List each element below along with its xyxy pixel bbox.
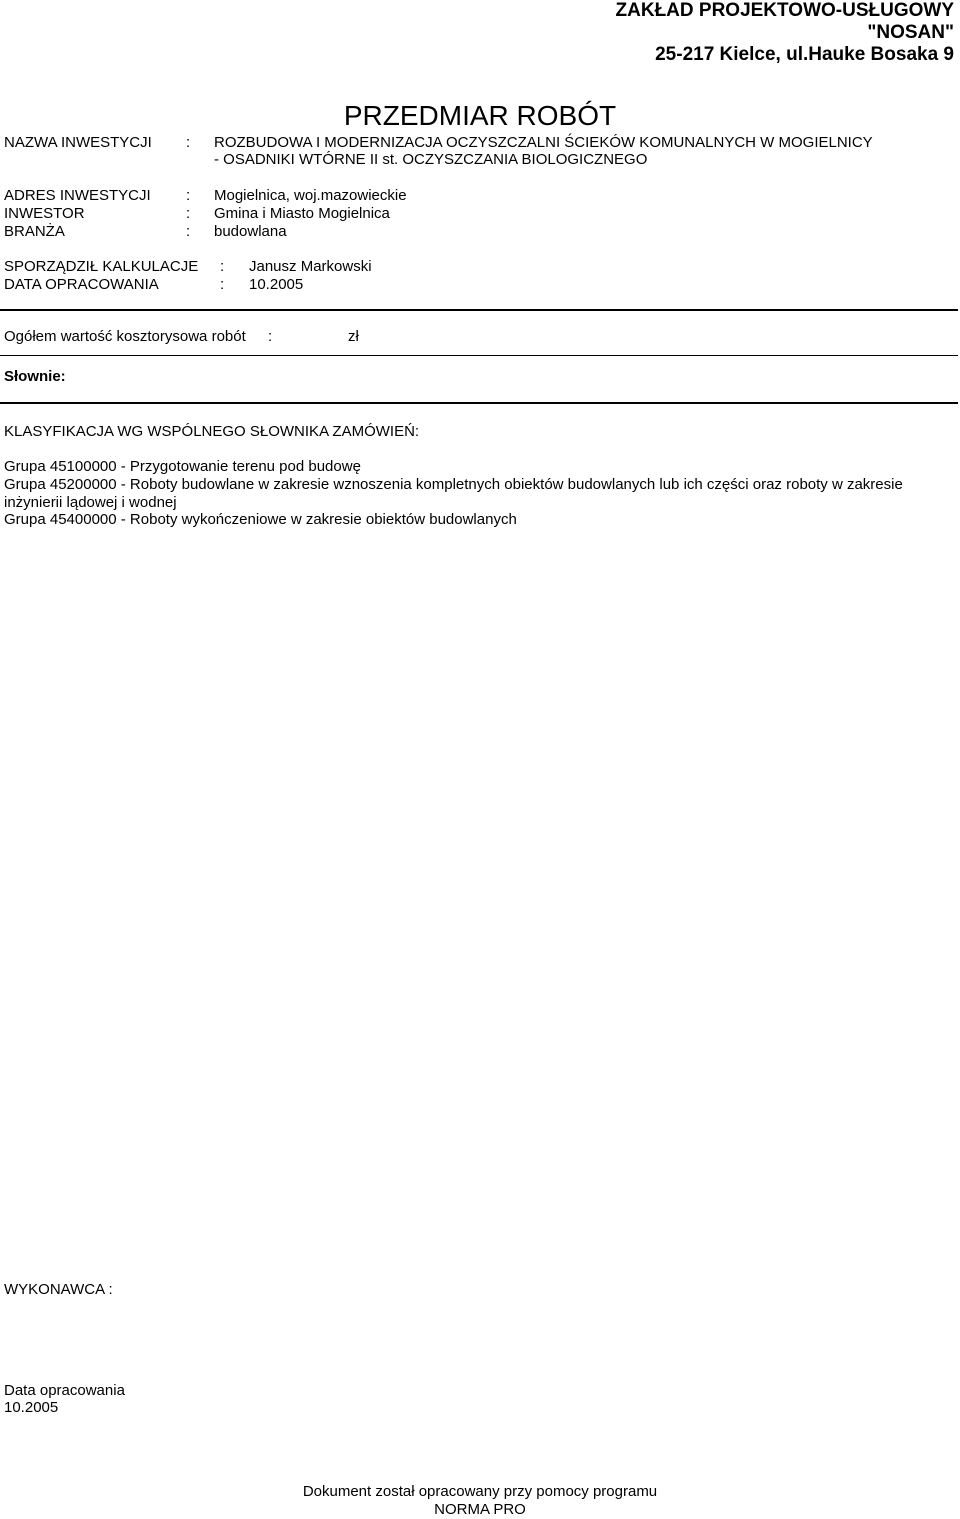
contractor-label: WYKONAWCA :: [4, 1281, 113, 1298]
dictionaries-label: Słownie:: [4, 368, 66, 385]
prepared-by-label: SPORZĄDZIŁ KALKULACJE: [4, 258, 199, 275]
page-title: PRZEDMIAR ROBÓT: [343, 100, 617, 131]
classification-group-continuation: inżynierii lądowej i wodnej: [4, 494, 177, 511]
total-label: Ogółem wartość kosztorysowa robót: [4, 328, 246, 345]
investment-label: NAZWA INWESTYCJI: [4, 134, 152, 151]
company-short-name: "NOSAN": [867, 22, 954, 43]
classification-group: Grupa 45400000 - Roboty wykończeniowe w zakresie obiektów budowlanych: [4, 511, 517, 528]
classification-heading: KLASYFIKACJA WG WSPÓLNEGO SŁOWNIKA ZAMÓWIEŃ:: [4, 423, 420, 440]
address-label: ADRES INWESTYCJI: [4, 187, 151, 204]
software-note-line1: Dokument został opracowany przy pomocy programu: [302, 1483, 658, 1500]
divider-bottom-total: [0, 355, 958, 356]
date-separator: :: [220, 276, 225, 293]
prepared-by-value: Janusz Markowski: [249, 258, 372, 275]
address-value: Mogielnica, woj.mazowieckie: [214, 187, 407, 204]
classification-group: Grupa 45200000 - Roboty budowlane w zakresie wznoszenia kompletnych obiektów budowlanych lub ich części oraz roboty w zakresie: [4, 476, 903, 493]
branch-value: budowlana: [214, 223, 287, 240]
investment-value-line2: - OSADNIKI WTÓRNE II st. OCZYSZCZANIA BIOLOGICZNEGO: [214, 151, 648, 168]
company-address: 25-217 Kielce, ul.Hauke Bosaka 9: [655, 44, 954, 65]
total-currency: zł: [348, 328, 359, 345]
address-separator: :: [186, 187, 191, 204]
divider-top-total: [0, 309, 958, 311]
classification-group: Grupa 45100000 - Przygotowanie terenu pod budowę: [4, 458, 361, 475]
software-note-line2: NORMA PRO: [434, 1501, 526, 1518]
total-separator: :: [268, 328, 273, 345]
investor-label: INWESTOR: [4, 205, 85, 222]
investor-separator: :: [186, 205, 191, 222]
branch-separator: :: [186, 223, 191, 240]
divider-dictionaries: [0, 402, 958, 404]
footer-date-value: 10.2005: [4, 1399, 59, 1416]
branch-label: BRANŻA: [4, 223, 65, 240]
footer-date-label: Data opracowania: [4, 1382, 125, 1399]
date-value: 10.2005: [249, 276, 304, 293]
date-label: DATA OPRACOWANIA: [4, 276, 159, 293]
prepared-by-separator: :: [220, 258, 225, 275]
investment-value-line1: ROZBUDOWA I MODERNIZACJA OCZYSZCZALNI ŚCIEKÓW KOMUNALNYCH W MOGIELNICY: [214, 134, 873, 151]
investor-value: Gmina i Miasto Mogielnica: [214, 205, 390, 222]
company-name: ZAKŁAD PROJEKTOWO-USŁUGOWY: [615, 0, 954, 21]
investment-separator: :: [186, 134, 191, 151]
